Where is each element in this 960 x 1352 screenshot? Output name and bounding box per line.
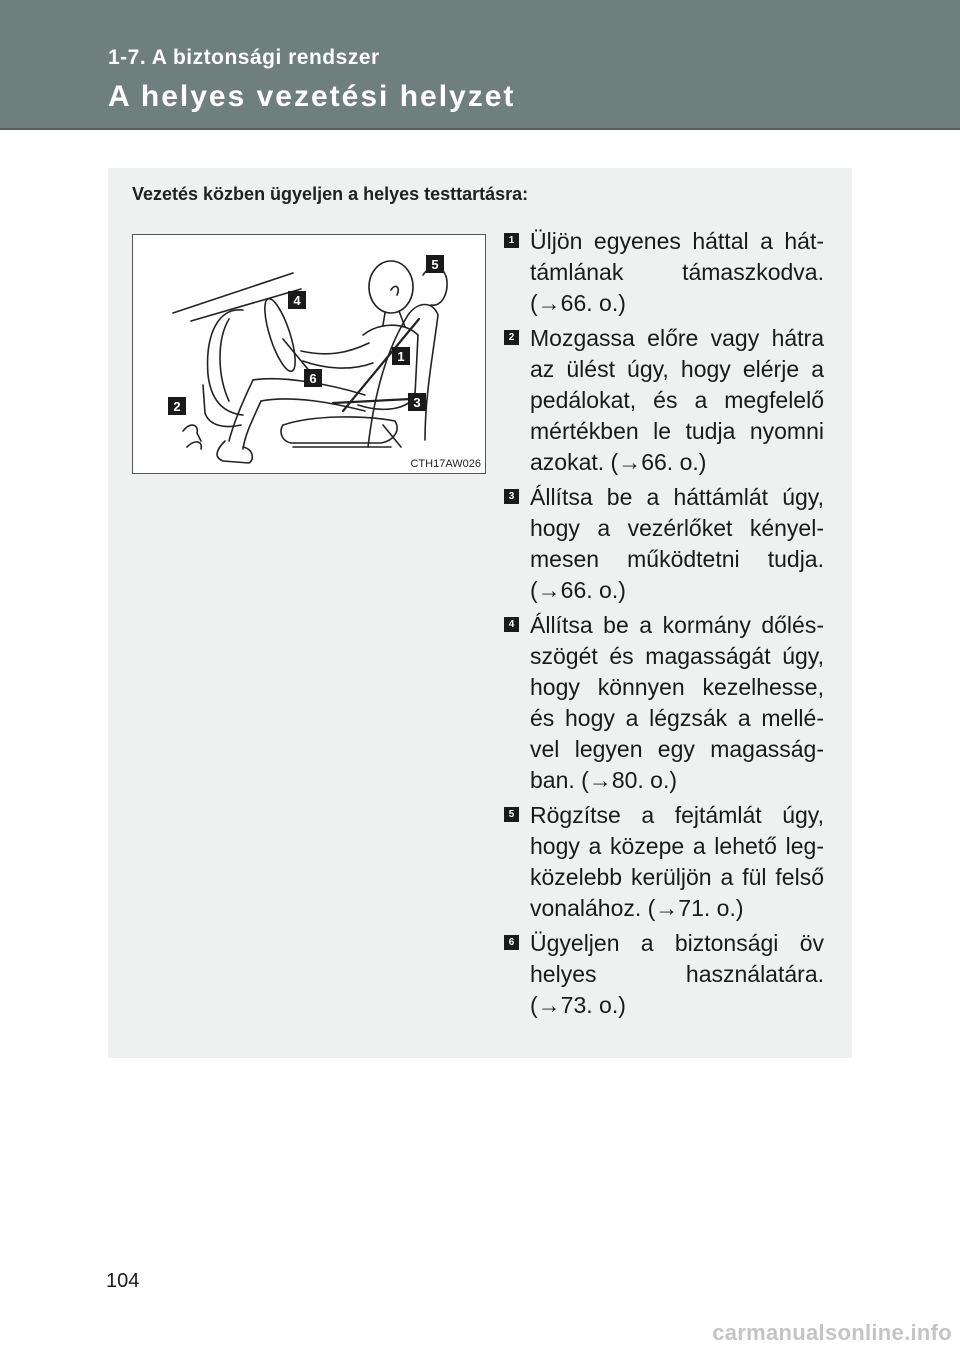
step-text: Ügyeljen a biztonsági öv helyes használatára. — [530, 930, 824, 987]
callout-4-label: 4 — [293, 293, 301, 308]
step-text: Üljön egyenes háttal a hát-támlának támaszkodva. — [530, 228, 824, 285]
driving-position-figure — [132, 234, 486, 474]
page-reference: (→73. o.) — [530, 992, 626, 1018]
step-item-6 — [504, 928, 824, 1021]
step-number: 6 — [504, 935, 519, 950]
steps-list — [504, 226, 824, 1025]
step-number: 4 — [504, 617, 519, 632]
step-item-3 — [504, 482, 824, 606]
page-reference: (→66. o.) — [610, 449, 707, 475]
callout-6-label: 6 — [309, 371, 317, 386]
step-number: 5 — [504, 807, 519, 822]
step-item-2 — [504, 323, 824, 478]
page-reference: (→66. o.) — [530, 290, 626, 316]
page-reference: (→66. o.) — [530, 577, 626, 603]
callout-5-label: 5 — [431, 257, 439, 272]
callout-1-label: 1 — [397, 349, 405, 364]
page-number: 104 — [106, 1270, 140, 1292]
callout-3-label: 3 — [413, 395, 421, 410]
step-number: 1 — [504, 233, 519, 248]
callout-2-label: 2 — [173, 399, 181, 414]
step-item-5 — [504, 800, 824, 924]
page-reference: (→80. o.) — [581, 767, 678, 793]
watermark-link[interactable]: carmanualsonline.info — [712, 1320, 952, 1345]
figure-code: CTH17AW026 — [410, 458, 481, 470]
step-text: Rögzítse a fejtámlát úgy, hogy a közepe a lehető leg-közelebb kerüljön a fül felső vonalához. — [530, 802, 824, 921]
section-label: 1-7. A biztonsági rendszer — [108, 46, 380, 69]
step-text: Mozgassa előre vagy hátra az ülést úgy, hogy elérje a pedálokat, és a megfelelő mértékben le tudja nyomni azokat. — [530, 325, 824, 475]
step-number: 3 — [504, 489, 519, 504]
step-item-4 — [504, 610, 824, 796]
step-text: Állítsa be a háttámlát úgy, hogy a vezérlőket kényel-mesen működtetni tudja. — [530, 484, 824, 572]
content-panel — [108, 168, 852, 1058]
step-item-1 — [504, 226, 824, 319]
page-reference: (→71. o.) — [647, 895, 744, 921]
page-title: A helyes vezetési helyzet — [108, 80, 516, 113]
step-number: 2 — [504, 330, 519, 345]
intro-text: Vezetés közben ügyeljen a helyes testtartásra: — [132, 184, 529, 204]
page-header — [0, 0, 960, 130]
step-text: Állítsa be a kormány dőlés-szögét és magasságát úgy, hogy könnyen kezelhesse, és hogy a légzsák a mellé-vel legyen egy magasság-ban. — [530, 612, 824, 793]
driver-illustration — [133, 235, 487, 475]
